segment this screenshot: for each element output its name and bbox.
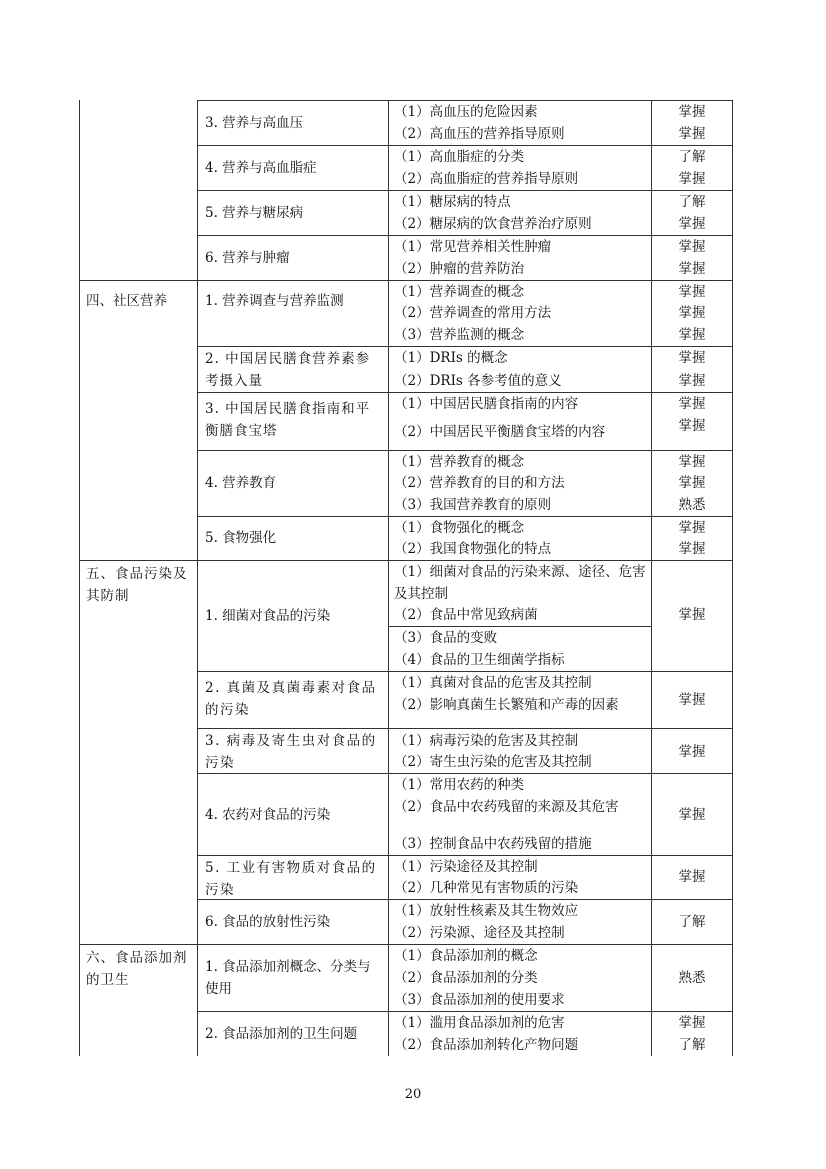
mastery-level: 掌握 bbox=[678, 171, 706, 187]
mastery-level: 掌握 bbox=[678, 396, 706, 412]
topic-title: 1. 营养调查与营养监测 bbox=[205, 293, 344, 309]
mastery-level: 掌握 bbox=[678, 520, 706, 536]
item-text: （1）高血脂症的分类 bbox=[394, 149, 525, 165]
topic-title: 2. 真菌及真菌毒素对食品的污染 bbox=[205, 680, 377, 718]
table-divider-item bbox=[651, 100, 652, 1056]
topic-title: 5. 营养与糖尿病 bbox=[205, 205, 304, 221]
mastery-level: 掌握 bbox=[678, 239, 706, 255]
topic-title: 4. 营养教育 bbox=[205, 475, 277, 491]
item-text: （3）我国营养教育的原则 bbox=[394, 497, 552, 513]
mastery-level: 了解 bbox=[678, 149, 706, 165]
mastery-level: 掌握 bbox=[678, 541, 706, 557]
item-text: （1）DRIs 的概念 bbox=[394, 350, 508, 366]
table-divider-section bbox=[197, 100, 198, 1056]
item-text: （2）食品中常见致病菌 bbox=[394, 607, 538, 623]
mastery-level: 掌握 bbox=[678, 607, 706, 623]
item-text: （1）营养教育的概念 bbox=[394, 454, 525, 470]
item-text: （3）食品添加剂的使用要求 bbox=[394, 992, 565, 1008]
item-text: （2）食品添加剂转化产物问题 bbox=[394, 1037, 579, 1053]
mastery-level: 掌握 bbox=[678, 418, 706, 434]
item-text: （3）营养监测的概念 bbox=[394, 327, 525, 343]
item-text: （1）中国居民膳食指南的内容 bbox=[394, 396, 579, 412]
mastery-level: 掌握 bbox=[678, 1015, 706, 1031]
item-text: （1）营养调查的概念 bbox=[394, 284, 525, 300]
item-text: （2）几种常见有害物质的污染 bbox=[394, 880, 579, 896]
item-text: （3）食品的变败 bbox=[394, 630, 498, 646]
item-text: （2）营养教育的目的和方法 bbox=[394, 475, 565, 491]
item-text: （1）细菌对食品的污染来源、途径、危害及其控制 bbox=[394, 564, 646, 602]
item-text: （3）控制食品中农药残留的措施 bbox=[394, 836, 592, 852]
table-border-left bbox=[79, 100, 80, 1056]
mastery-level: 了解 bbox=[678, 194, 706, 210]
item-text: （1）食物强化的概念 bbox=[394, 520, 525, 536]
topic-title: 6. 营养与肿瘤 bbox=[205, 250, 290, 266]
topic-title: 5. 工业有害物质对食品的污染 bbox=[205, 860, 377, 898]
item-text: （1）常用农药的种类 bbox=[394, 777, 525, 793]
mastery-level: 掌握 bbox=[678, 475, 706, 491]
item-text: （2）食品中农药残留的来源及其危害 bbox=[394, 799, 619, 815]
row-divider bbox=[197, 728, 733, 729]
topic-title: 2. 中国居民膳食营养素参考摄入量 bbox=[205, 351, 371, 389]
topic-title: 1. 食品添加剂概念、分类与使用 bbox=[205, 959, 371, 997]
mastery-level: 了解 bbox=[678, 1037, 706, 1053]
mastery-level: 掌握 bbox=[678, 350, 706, 366]
mastery-level: 掌握 bbox=[678, 261, 706, 277]
table-border-right bbox=[732, 100, 733, 1056]
topic-title: 4. 农药对食品的污染 bbox=[205, 807, 331, 823]
topic-title: 3. 营养与高血压 bbox=[205, 115, 304, 131]
mastery-level: 熟悉 bbox=[678, 497, 706, 513]
item-text: （2）寄生虫污染的危害及其控制 bbox=[394, 754, 592, 770]
item-text: （2）污染源、途径及其控制 bbox=[394, 925, 565, 941]
mastery-level: 掌握 bbox=[678, 869, 706, 885]
item-text: （2）高血压的营养指导原则 bbox=[394, 126, 565, 142]
item-text: （2）DRIs 各参考值的意义 bbox=[394, 373, 562, 389]
mastery-level: 熟悉 bbox=[678, 970, 706, 986]
item-text: （2）营养调查的常用方法 bbox=[394, 305, 552, 321]
item-text: （1）常见营养相关性肿瘤 bbox=[394, 239, 552, 255]
item-text: （2）高血脂症的营养指导原则 bbox=[394, 171, 579, 187]
item-text: （2）影响真菌生长繁殖和产毒的因素 bbox=[394, 697, 619, 713]
topic-title: 1. 细菌对食品的污染 bbox=[205, 608, 331, 624]
topic-title: 5. 食物强化 bbox=[205, 530, 277, 546]
item-text: （2）食品添加剂的分类 bbox=[394, 970, 538, 986]
mastery-level: 了解 bbox=[678, 914, 706, 930]
item-text: （1）真菌对食品的危害及其控制 bbox=[394, 675, 592, 691]
section-name: 四、社区营养 bbox=[86, 293, 167, 309]
item-text: （4）食品的卫生细菌学指标 bbox=[394, 652, 565, 668]
mastery-level: 掌握 bbox=[678, 327, 706, 343]
mastery-level: 掌握 bbox=[678, 104, 706, 120]
item-text: （2）肿瘤的营养防治 bbox=[394, 261, 525, 277]
item-text: （1）糖尿病的特点 bbox=[394, 194, 511, 210]
item-text: （2）我国食物强化的特点 bbox=[394, 541, 552, 557]
topic-title: 2. 食品添加剂的卫生问题 bbox=[205, 1026, 358, 1042]
table-divider-topic bbox=[388, 100, 389, 1056]
topic-title: 3. 病毒及寄生虫对食品的污染 bbox=[205, 733, 377, 771]
item-text: （1）食品添加剂的概念 bbox=[394, 948, 538, 964]
item-text: （1）病毒污染的危害及其控制 bbox=[394, 733, 579, 749]
item-text: （2）糖尿病的饮食营养治疗原则 bbox=[394, 216, 592, 232]
mastery-level: 掌握 bbox=[678, 284, 706, 300]
item-text: （1）滥用食品添加剂的危害 bbox=[394, 1015, 565, 1031]
page-number: 20 bbox=[404, 1087, 422, 1102]
item-text: （2）中国居民平衡膳食宝塔的内容 bbox=[394, 424, 606, 440]
topic-title: 4. 营养与高血脂症 bbox=[205, 160, 317, 176]
mastery-level: 掌握 bbox=[678, 305, 706, 321]
mastery-level: 掌握 bbox=[678, 373, 706, 389]
topic-title: 6. 食品的放射性污染 bbox=[205, 914, 331, 930]
mastery-level: 掌握 bbox=[678, 807, 706, 823]
mastery-level: 掌握 bbox=[678, 744, 706, 760]
mastery-level: 掌握 bbox=[678, 454, 706, 470]
item-text: （1）放射性核素及其生物效应 bbox=[394, 903, 579, 919]
mastery-level: 掌握 bbox=[678, 216, 706, 232]
section-name: 六、食品添加剂的卫生 bbox=[86, 950, 188, 988]
mastery-level: 掌握 bbox=[678, 692, 706, 708]
item-text: （1）高血压的危险因素 bbox=[394, 104, 538, 120]
mastery-level: 掌握 bbox=[678, 126, 706, 142]
item-text: （1）污染途径及其控制 bbox=[394, 859, 538, 875]
topic-title: 3. 中国居民膳食指南和平衡膳食宝塔 bbox=[205, 401, 371, 439]
section-name: 五、食品污染及其防制 bbox=[86, 566, 188, 604]
